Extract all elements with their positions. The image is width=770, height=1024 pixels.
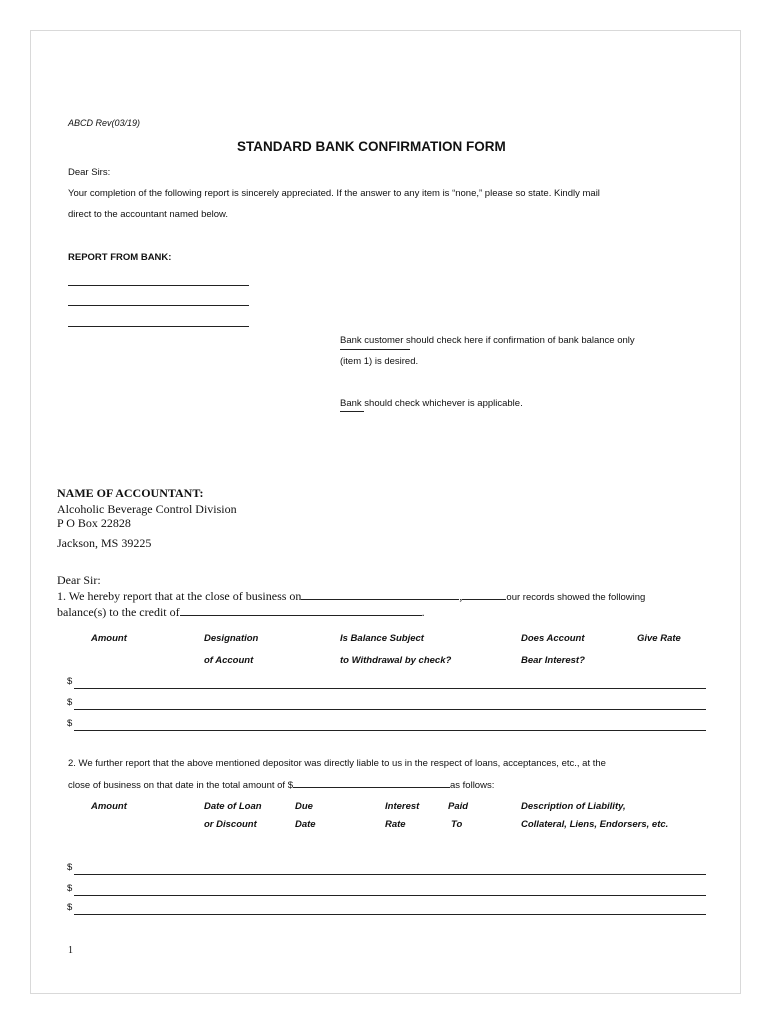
accountant-heading: NAME OF ACCOUNTANT: [57,486,204,500]
bank-address-line-2[interactable] [68,305,249,306]
credit-of-field[interactable] [180,605,422,616]
bank-address-line-3[interactable] [68,326,249,327]
s2-row-3-dollar: $ [67,902,73,913]
s1-row-1-dollar: $ [67,676,73,687]
s2-header-due: Due [295,801,313,812]
s2-header-interest: Interest [385,801,420,812]
s2-header-paid: Paid [448,801,469,812]
s2-header-date-of-loan: Date of Loan [204,801,262,812]
s2-row-1-dollar: $ [67,862,73,873]
s1-header-of-account: of Account [204,655,254,666]
revision-label [68,118,140,128]
section2-line-1: 2. We further report that the above mentioned depositor was directly liable to us in the respect of loans, acceptances, etc., at the [68,758,606,769]
bank-address-line-1[interactable] [68,285,249,286]
report-from-bank-label: REPORT FROM BANK: [68,252,172,263]
accountant-address-1: P O Box 22828 [57,516,131,530]
salutation: Dear Sirs: [68,167,111,178]
s2-header-or-discount: or Discount [204,819,257,830]
s1-header-designation: Designation [204,633,259,644]
section2-line-2 [68,778,494,791]
s2-row-2-dollar: $ [67,883,73,894]
customer-check-line-1: Bank customer should check here if confirmation of bank balance only [340,335,635,346]
intro-line-1: Your completion of the following report is sincerely appreciated. If the answer to any item is “none,” please so state. Kindly mail [68,188,600,199]
s1-header-give-rate: Give Rate [637,633,681,644]
revision-text: ABCD Rev(03/19) [68,118,141,128]
bank-check-blank[interactable] [340,411,364,412]
s1-header-withdrawal: to Withdrawal by check? [340,655,452,666]
s2-row-3-line[interactable] [74,914,706,915]
s2-header-description: Description of Liability, [521,801,626,812]
s1-row-3-line[interactable] [74,730,706,731]
s1-header-balance-subject: Is Balance Subject [340,633,424,644]
s2-header-date: Date [295,819,316,830]
section2-line-2-text: close of business on that date in the total amount of $ [68,780,293,791]
s1-header-amount: Amount [91,633,127,644]
section2-line-2-tail: as follows: [449,780,495,791]
accountant-name: Alcoholic Beverage Control Division [57,502,237,516]
s1-row-2-dollar: $ [67,697,73,708]
section1-period: . [421,605,425,619]
page-number: 1 [68,945,73,956]
section1-salutation: Dear Sir: [57,573,101,587]
s2-row-1-line[interactable] [74,874,706,875]
customer-check-line-2: (item 1) is desired. [340,356,419,367]
total-amount-field[interactable] [293,778,450,788]
s2-header-collateral: Collateral, Liens, Endorsers, etc. [521,819,669,830]
close-of-business-date-field[interactable] [301,589,459,600]
section1-line-2-text: balance(s) to the credit of [57,605,180,619]
s1-row-2-line[interactable] [74,709,706,710]
s1-row-3-dollar: $ [67,718,73,729]
bank-check-line: Bank should check whichever is applicable. [340,398,523,409]
s1-header-bear-interest: Bear Interest? [521,655,585,666]
s1-header-does-account: Does Account [521,633,585,644]
s2-header-rate: Rate [385,819,406,830]
s1-row-1-line[interactable] [74,688,706,689]
section1-line-2 [57,605,425,620]
section1-comma: , [459,589,463,603]
close-of-business-year-field[interactable] [462,589,506,600]
section1-line-1 [57,589,645,604]
customer-check-blank[interactable] [340,349,410,350]
section1-line-1-text: 1. We hereby report that at the close of business on [57,589,302,603]
s2-header-amount: Amount [91,801,127,812]
form-title: STANDARD BANK CONFIRMATION FORM [237,139,506,154]
intro-line-2: direct to the accountant named below. [68,209,229,220]
s2-header-to: To [451,819,463,830]
accountant-address-2: Jackson, MS 39225 [57,536,152,550]
s2-row-2-line[interactable] [74,895,706,896]
section1-line-1-tail: our records showed the following [506,592,646,603]
